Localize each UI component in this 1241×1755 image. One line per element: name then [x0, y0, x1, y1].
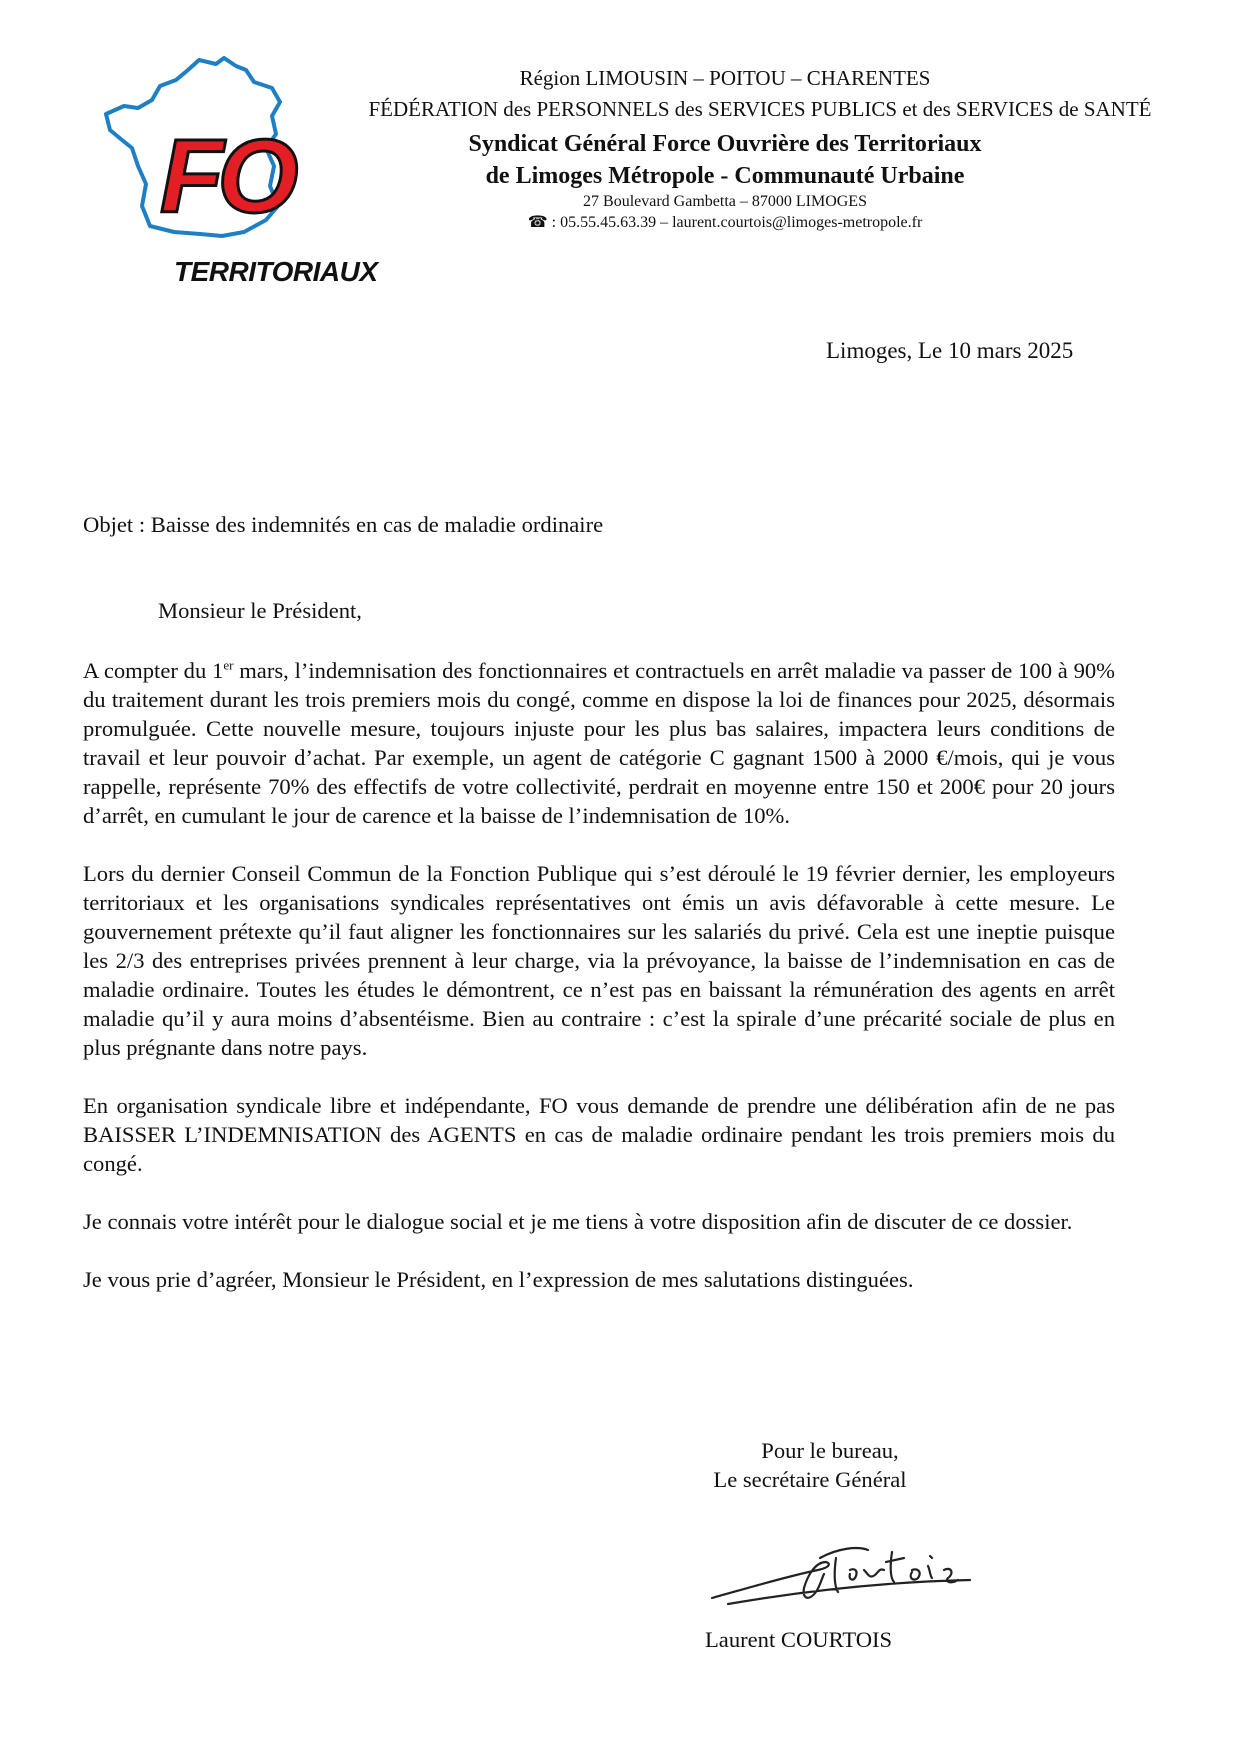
letter-salutation: Monsieur le Président, [158, 598, 362, 623]
paragraph-5: Je vous prie d’agréer, Monsieur le Président, en l’expression de mes salutations distinguées. [83, 1267, 914, 1292]
letter-body [83, 656, 1115, 1323]
header-region: Région LIMOUSIN – POITOU – CHARENTES [519, 66, 931, 90]
header-contact-text: : 05.55.45.63.39 – laurent.courtois@limoges-metropole.fr [547, 214, 923, 231]
p1-start: A compter du 1 [83, 658, 224, 683]
signature-icon [708, 1518, 978, 1618]
header-syndicat-line2: de Limoges Métropole - Communauté Urbaine [485, 163, 965, 189]
paragraph-4: Je connais votre intérêt pour le dialogue social et je me tiens à votre disposition afin de discuter de ce dossier. [83, 1209, 1073, 1234]
letter-objet: Objet : Baisse des indemnités en cas de maladie ordinaire [83, 512, 604, 537]
letter-date: Limoges, Le 10 mars 2025 [826, 338, 1074, 363]
sign-line-1: Pour le bureau, [761, 1438, 899, 1463]
phone-icon: ☎ [527, 214, 548, 231]
header-contact [250, 212, 1200, 234]
fo-brand-text: FO [160, 119, 293, 235]
header-syndicat-line1: Syndicat Général Force Ouvrière des Territoriaux [468, 131, 982, 157]
paragraph-2: Lors du dernier Conseil Commun de la Fonction Publique qui s’est déroulé le 19 février dernier, les employeurs territoriaux et les organisations syndicales représentatives ont émis un avis défavorable à cette mesure. Le gouvernement prétexte qu’il faut aligner les fonctionnaires sur les salariés du privé. Cela est une ineptie puisque les 2/3 des entreprises privées prennent à leur charge, via la prévoyance, la baisse de l’indemnisation en cas de maladie ordinaire. Toutes les études le démontrent, ce n’est pas en baissant la rémunération des agents en arrêt maladie qu’il y aura moins d’absentéisme. Bien au contraire : c’est la spirale d’une précarité sociale de plus en plus prégnante dans notre pays. [83, 861, 1115, 1060]
paragraph-1 [83, 656, 1115, 830]
handwritten-signature [708, 1518, 978, 1618]
signature-block [690, 1436, 930, 1494]
header-address: 27 Boulevard Gambetta – 87000 LIMOGES [583, 193, 867, 210]
sign-line-2: Le secrétaire Général [713, 1467, 907, 1492]
header-federation: FÉDÉRATION des PERSONNELS des SERVICES PUBLICS et des SERVICES de SANTÉ [368, 97, 1152, 121]
signer-name: Laurent COURTOIS [705, 1627, 893, 1652]
logo-subtext: TERRITORIAUX [174, 256, 378, 287]
letterhead [320, 64, 1200, 234]
paragraph-3: En organisation syndicale libre et indépendante, FO vous demande de prendre une délibération afin de ne pas BAISSER L’INDEMNISATION des AGENTS en cas de maladie ordinaire pendant les trois premiers mois du congé. [83, 1093, 1115, 1176]
p1-sup: er [223, 657, 234, 673]
p1-rest: mars, l’indemnisation des fonctionnaires et contractuels en arrêt maladie va passer de 100 à 90% du traitement durant les trois premiers mois du congé, comme en dispose la loi de finances pour 2025, désormais promulguée. Cette nouvelle mesure, toujours injuste pour les plus bas salaires, impactera leurs conditions de travail et leur pouvoir d’achat. Par exemple, un agent de catégorie C gagnant 1500 à 2000 €/mois, qui je vous rappelle, représente 70% des effectifs de votre collectivité, perdrait en moyenne entre 150 et 200€ pour 20 jours d’arrêt, en cumulant le jour de carence et la baisse de l’indemnisation de 10%. [83, 658, 1115, 828]
